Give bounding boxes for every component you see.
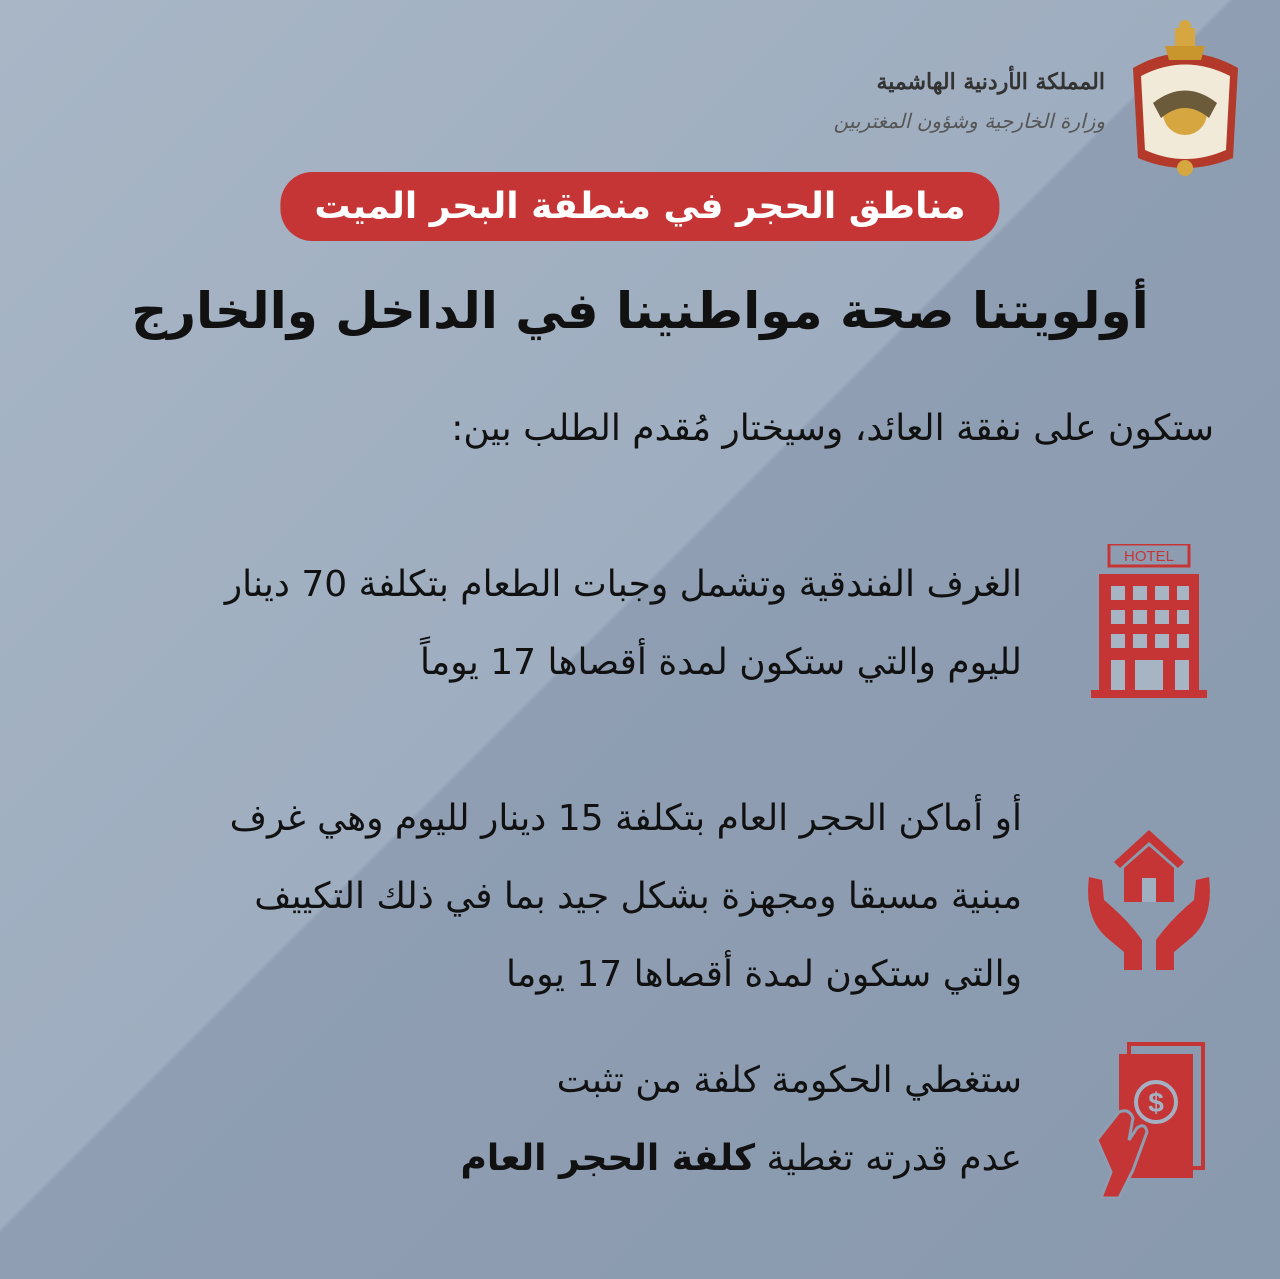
ministry-name: وزارة الخارجية وشؤون المغتربين [833,108,1105,133]
coverage-line-1: ستغطي الحكومة كلفة من تثبت [556,1060,1022,1101]
hotel-line-1: الغرف الفندقية وتشمل وجبات الطعام بتكلفة 70 دينار [224,564,1022,605]
option-public-quarantine [230,780,1214,1014]
intro-text: ستكون على نفقة العائد، وسيختار مُقدم الطلب بين: [451,408,1214,449]
public-line-1: أو أماكن الحجر العام بتكلفة 15 دينار لليوم وهي غرف [229,798,1022,839]
title-badge: مناطق الحجر في منطقة البحر الميت [280,172,999,241]
headline: أولويتنا صحة مواطنينا في الداخل والخارج [131,282,1149,340]
hand-money-icon [1089,1040,1209,1200]
public-line-3: والتي ستكون لمدة أقصاها 17 يوما [506,954,1022,995]
hotel-sign-text: HOTEL [1123,548,1175,565]
coverage-bold: كلفة الحجر العام [460,1138,756,1179]
hotel-icon [1091,544,1207,704]
option-hotel [225,544,1214,704]
hotel-line-2: لليوم والتي ستكون لمدة أقصاها 17 يوماً [419,642,1022,683]
kingdom-name: المملكة الأردنية الهاشمية [876,68,1105,95]
svg-text:$: $ [1148,1087,1164,1118]
public-line-2: مبنية مسبقا ومجهزة بشكل جيد بما في ذلك التكييف [254,876,1022,917]
option-government-coverage [460,1040,1214,1200]
header [834,18,1248,183]
hands-house-icon [1084,822,1214,972]
jordan-coat-of-arms-icon [1123,18,1248,183]
coverage-line-2: عدم قدرته تغطية كلفة الحجر العام [460,1138,1022,1179]
